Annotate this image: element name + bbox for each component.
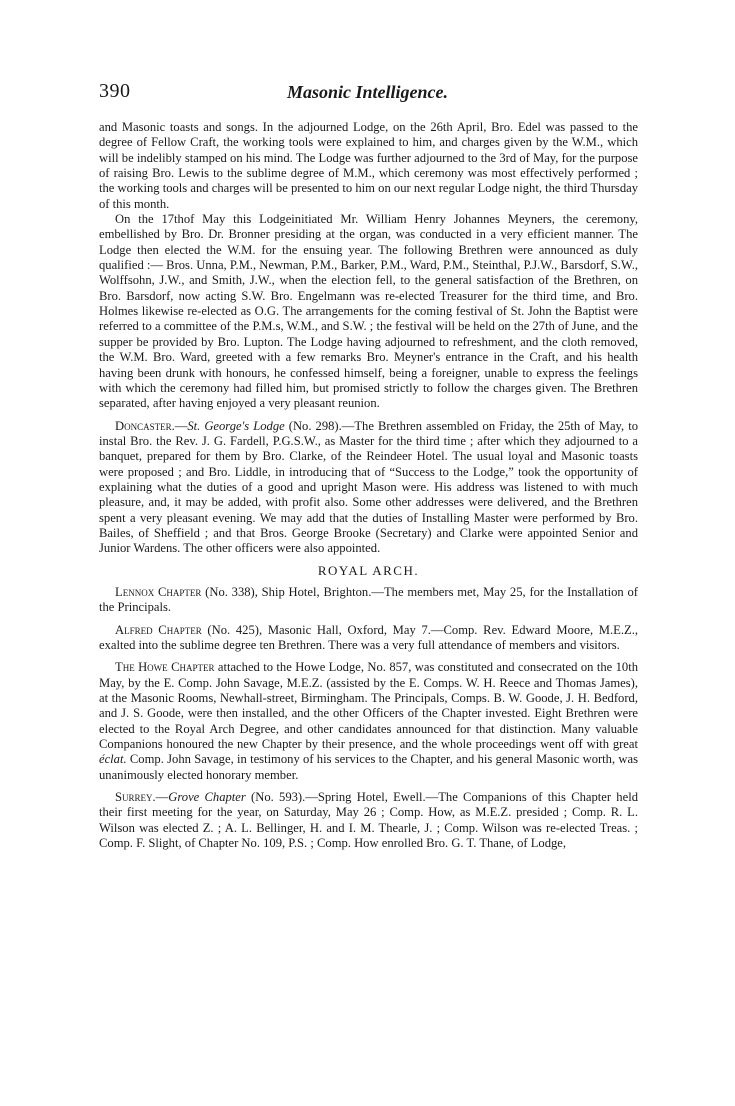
lodge-name: St. George's Lodge (187, 418, 285, 433)
paragraph-doncaster (99, 419, 638, 557)
dash: — (155, 790, 169, 805)
paragraph-text: (No. 593).—Spring Hotel, Ewell.—The Companions of this Chapter held their first meeting for the year, on Saturday, May 26 ; Comp. How, as M.E.Z. presided ; Comp. R. L. Wilson was elected Z. ; A. L. Bellinger, H. and I. M. Thearle, J. ; Comp. Wilson was re-elected Treas. ; Comp. F. Slight, of Chapter No. 109, P.S. ; Comp. How enrolled Bro. G. T. Thane, of Lodge, (99, 790, 638, 851)
dash: — (174, 418, 188, 433)
paragraph-text: (No. 298).—The Brethren assembled on Friday, the 25th of May, to instal Bro. the Rev. J. G. Fardell, P.G.S.W., as Master for the third time ; after which they adjourned to a banquet, prepared for them by Bro. Clarke, of the Reindeer Hotel. The usual loyal and Masonic toasts were proposed ; and Bro. Liddle, in introducing that of “Success to the Lodge,” took the opportunity of explaining what the duties of a good and upright Mason were. His address was listened to with much pleasure, and, it may be added, with profit also. Some other addresses were delivered, and the Brethren spent a very pleasant evening. We may add that the duties of Installing Master were performed by Bro. Bailes, of Sheffield ; and that Bros. George Brooke (Secretary) and Clarke were appointed Senior and Junior Wardens. The other officers were also appointed. (99, 418, 638, 556)
paragraph-lodge-continuation: and Masonic toasts and songs. In the adjourned Lodge, on the 26th April, Bro. Edel was passed to the degree of Fellow Craft, the working tools were explained to him, and charges given by the W.M., which will be indelibly stamped on his mind. The Lodge was further adjourned to the 3rd of May, for the purpose of raising Bro. Lewis to the sublime degree of M.M., which ceremony was most effectively performed ; the working tools and charges will be presented to him on our next regular Lodge night, the third Thursday of this month. (99, 120, 638, 211)
chapter-name: Grove Chapter (168, 790, 246, 805)
page-header (0, 80, 735, 110)
chapter-name: Alfred Chapter (115, 622, 202, 637)
paragraph-alfred-chapter (99, 623, 638, 654)
running-head: Masonic Intelligence. (287, 82, 448, 102)
chapter-name: Lennox Chapter (115, 584, 202, 599)
paragraph-text: (No. 338), Ship Hotel, Brighton.—The members met, May 25, for the Installation of the Principals. (99, 584, 638, 615)
paragraph-lennox-chapter (99, 585, 638, 616)
paragraph-surrey (99, 790, 638, 851)
paragraph-initiation: On the 17thof May this Lodgeinitiated Mr. William Henry Johannes Meyners, the ceremony, embellished by Bro. Dr. Bronner presiding at the organ, was conducted in a very efficient manner. The Lodge then elected the W.M. for the ensuing year. The following Brethren were announced as duly qualified :— Bros. Unna, P.M., Newman, P.M., Barker, P.M., Ward, P.M., Steinthal, P.J.W., Barsdorf, S.W., Wolffsohn, J.W., and Smith, J.W., when the election fell, to the general satisfaction of the Brethren, on Bro. Barsdorf, now acting S.W. Bro. Engelmann was re-elected Treasurer for the third time, and Bro. Holmes likewise re-elected as O.G. The arrangements for the coming festival of St. John the Baptist were referred to a committee of the P.M.s, W.M., and S.W. ; the festival will be held on the 27th of June, and the supper be provided by Bro. Lupton. The Lodge having adjourned to refreshment, and the cloth removed, the W.M. Bro. Ward, greeted with a few remarks Bro. Meyner's entrance in the Craft, and his health having been drunk with honours, he confessed himself, being a foreigner, unable to express the feelings with which the ceremony had filled him, but promised strictly to follow the charges given. The Brethren separated, after having enjoyed a very pleasant reunion. (99, 212, 638, 411)
paragraph-howe-chapter (99, 660, 638, 783)
paragraph-text: (No. 425), Masonic Hall, Oxford, May 7.—Comp. Rev. Edward Moore, M.E.Z., exalted into the sublime degree ten Brethren. There was a very full attendance of members and visitors. (99, 622, 638, 652)
page-number: 390 (99, 80, 131, 102)
chapter-name: The Howe Chapter (115, 660, 215, 675)
article-body (99, 120, 638, 851)
paragraph-text: attached to the Howe Lodge, No. 857, was constituted and consecrated on the 10th May, by the E. Comp. John Savage, M.E.Z. (assisted by the E. Comps. W. H. Reece and Thomas James), at the Masonic Rooms, Newhall-street, Birmingham. The Principals, Comps. B. W. Goode, J. H. Bedford, and J. S. Goode, were then installed, and the other Officers of the Chapter invested. Eight Brethren were elected to the Royal Arch Degree, and other candidates announced for that distinction. Many valuable Companions honoured the new Chapter by their presence, and the whole proceedings went off with great (99, 660, 638, 752)
italic-word: éclat. (99, 752, 127, 767)
section-heading-royal-arch: ROYAL ARCH. (317, 562, 420, 578)
place-name: Surrey. (115, 790, 156, 805)
place-name: Doncaster. (115, 418, 175, 433)
paragraph-text: Comp. John Savage, in testimony of his services to the Chapter, and his general Masonic worth, was unanimously elected honorary member. (99, 752, 638, 782)
